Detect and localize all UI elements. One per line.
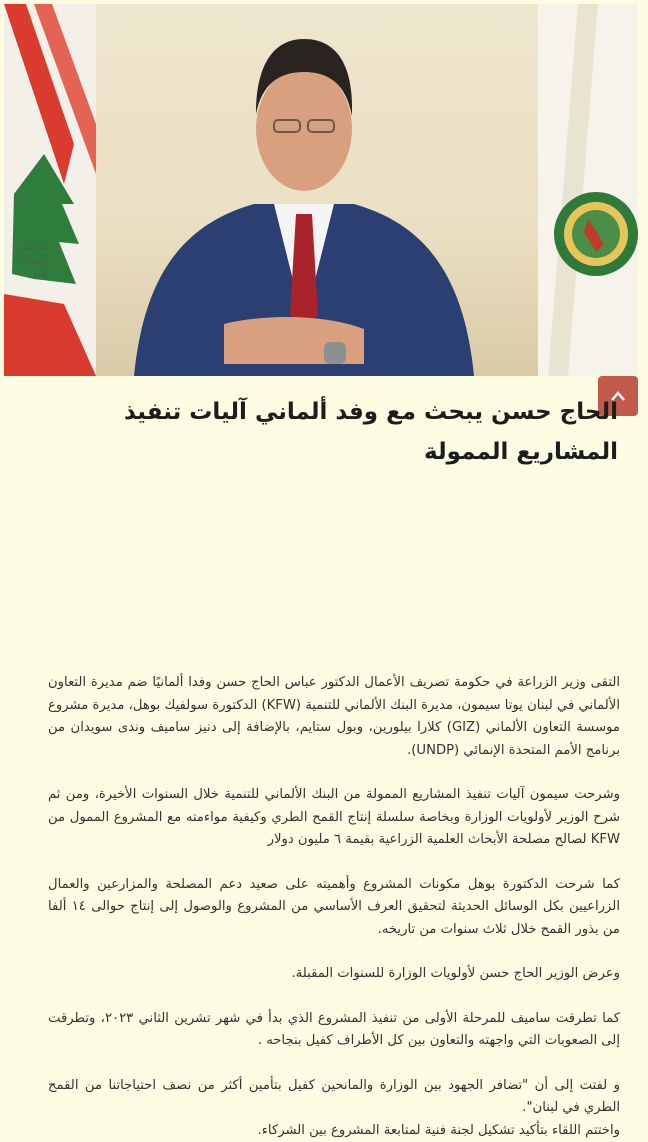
article-paragraph: وعرض الوزير الحاج حسن لأولويات الوزارة للسنوات المقبلة. [291, 966, 620, 981]
minister-portrait [124, 24, 484, 376]
article-title: الحاج حسن يبحث مع وفد ألماني آليات تنفيذ المشاريع الممولة [124, 399, 618, 465]
article-paragraph: و لفتت إلى أن "تضافر الجهود بين الوزارة والمانحين كفيل بتأمين أكثر من نصف احتياجاتنا من القمح الطري في لبنان". [48, 1077, 620, 1115]
article-paragraph: التقى وزير الزراعة في حكومة تصريف الأعمال الدكتور عباس الحاج حسن وفدا ألمانيًا ضم مديرة التعاون الألماني في لبنان يوتا سيمون، مديرة البنك الألماني للتنمية (KFW) الدكتورة سولفيك بوهل، مديرة مشروع موسسة التعاون الألماني (GIZ) كلارا بيلورين، وبول ستايم، بالإضافة إلى دنيز ساميف وندى سويدان من برنامج الأمم المتحدة الإنمائي (UNDP). [48, 675, 620, 758]
article-body [48, 672, 620, 1142]
side-caption: مرسل المعاد في [18, 240, 48, 279]
article-paragraph: كما شرحت الدكتورة بوهل مكونات المشروع وأهميته على صعيد دعم المصلحة والمزارعين والعمال الزراعيين بكل الوسائل الحديثة لتحقيق العرف الأساسي من المشروع والوصول إلى إنتاج حوالى ١٤ ألفا من بذور القمح خلال ثلاث سنوات من تاريخه. [48, 876, 620, 937]
article-paragraph: وشرحت سيمون آليات تنفيذ المشاريع الممولة من البنك الألماني للتنمية خلال السنوات الأخيرة، ومن ثم شرح الوزير لأولويات الوزارة وبخاصة سلسلة إنتاج القمح الطري وكيفية مواءمته مع المشروع الممول من KFW لصالح مصلحة الأبحاث العلمية الزراعية بقيمة ٦ مليون دولار [48, 787, 620, 847]
hero-image [4, 4, 638, 376]
ministry-flag [538, 4, 638, 376]
lebanon-flag [4, 4, 96, 376]
article-paragraph: واختتم اللقاء بتأكيد تشكيل لجنة فنية لمتابعة المشروع بين الشركاء. [257, 1122, 620, 1138]
article-paragraph: كما تطرقت ساميف للمرحلة الأولى من تنفيذ المشروع الذي بدأ في شهر تشرين الثاني ٢٠٢٣، وتطرقت إلى الصعوبات التي واجهته والتعاون بين كل الأطراف كفيل بنجاحه . [48, 1010, 620, 1048]
